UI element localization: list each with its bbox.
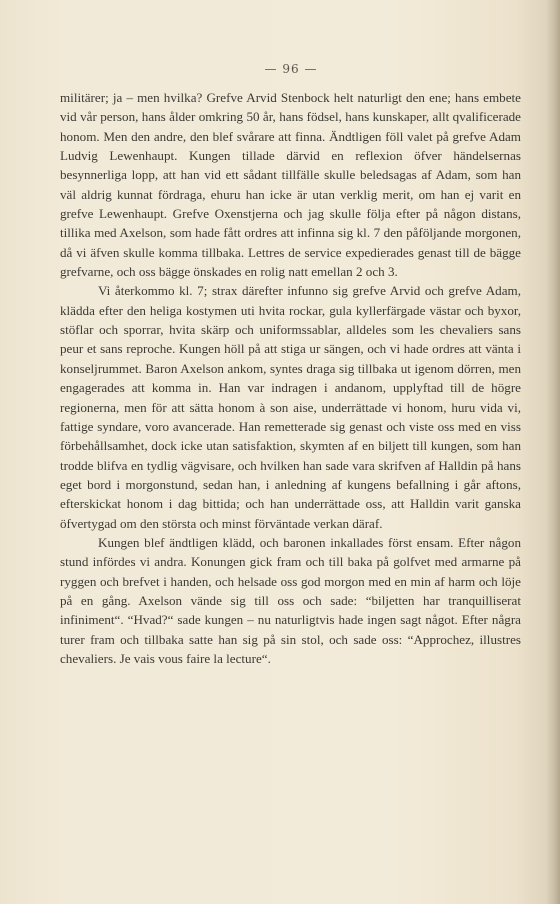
paragraph: Kungen blef ändtligen klädd, och baronen inkallades först ensam. Efter någon stund infördes vi andra. Konungen gick fram och till baka på golfvet med armarne på ryggen och brefvet i handen, och helsade oss god morgon med en min af harm och löje på en gång. Axelson vände sig till oss och sade: “biljetten har tranquilliserat infiniment“. “Hvad?“ sade kungen – nu naturligtvis hade ingen sagt något. Efter några turer fram och tillbaka satte han sig på sin stol, och sade oss: “Approchez, illustres chevaliers. Je vais vous faire la lecture“. <box>60 534 521 666</box>
body-text <box>60 88 521 668</box>
paragraph-continued: militärer; ja – men hvilka? Grefve Arvid Stenbock helt naturligt den ene; hans embete vid vår person, hans ålder omkring 50 år, hans födsel, hans kunskaper, allt qvalificerade honom. Men den andre, den blef svårare att finna. Ändtligen föll valet på grefve Adam Ludvig Lewenhaupt. Kungen tillade därvid en reflexion öfver händelsernas besynnerliga lopp, att han vid ett sådant tillfälle skulle beledsagas af Adam, som han väl aldrig kunnat fördraga, ehuru han icke är utan verklig merit, om han ej varit en grefve Lewenhaupt. Grefve Oxenstjerna och jag skulle följa efter på någon distans, tillika med Axelson, som hade fått ordres att infinna sig kl. 7 den påföljande morgonen, då vi äfven skulle komma tillbaka. Lettres de service expedierades genast till de bägge grefvarne, och oss bägge önskades en rolig natt emellan 2 och 3. <box>60 90 521 280</box>
paragraph: Vi återkommo kl. 7; strax därefter infunno sig grefve Arvid och grefve Adam, klädda efter den heliga kostymen uti hvita rockar, gula kyllerfärgade västar och byxor, stöflar och sporrar, hvita skärp och uniformssablar, alldeles som les chevaliers sans peur et sans reproche. Kungen höll på att stiga ur sängen, och vi hade ordres att vänta i konseljrummet. Baron Axelson ankom, syntes draga sig tillbaka ut igenom dörren, men engagerades att komma in. Han var indragen i andanom, upplyftad till de högre regionerna, men för att sätta honom à son aise, underrättade vi honom, huru vida vi, fattige syndare, voro avancerade. Han remetterade sig genast och viste oss med en viss förbehållsamhet, dock icke utan satisfaktion, skymten af en biljett till kungen, som han trodde blifva en tydlig vägvisare, och hvilken han sade vara skrifven af Halldin på hans eget bord i morgonstund, sedan han, i anledning af kungens befallning i går aftons, efterskickat honom i dag bittida; och han underrättade oss, att Halldin varit ganska öfvertygad om den största och minst förväntade verkan däraf. <box>60 283 521 531</box>
page-number: — 96 — <box>264 62 318 76</box>
page-edge-shadow <box>546 0 560 904</box>
